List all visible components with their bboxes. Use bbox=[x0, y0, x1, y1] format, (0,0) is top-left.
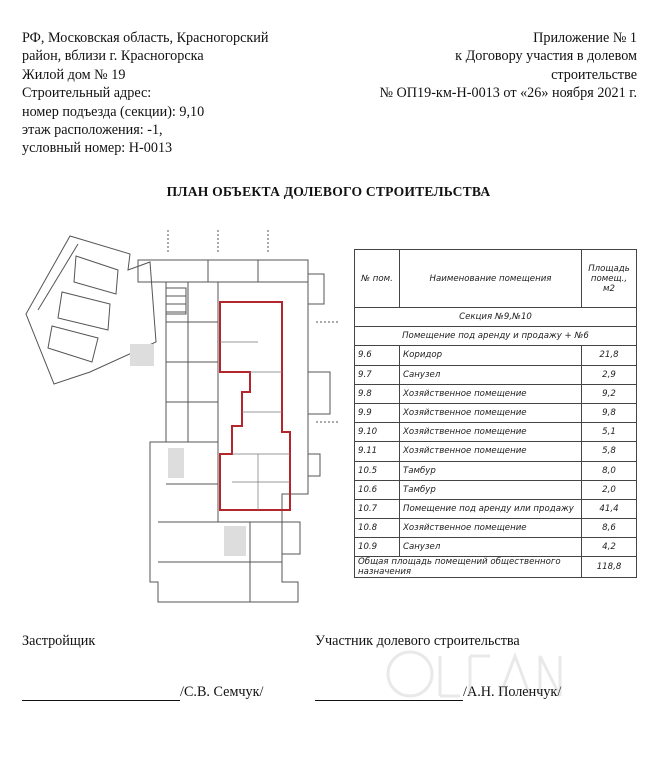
row-name: Помещение под аренду или продажу bbox=[400, 499, 582, 518]
row-area: 4,2 bbox=[582, 538, 637, 557]
row-area: 5,1 bbox=[582, 423, 637, 442]
participant-name: /А.Н. Поленчук/ bbox=[463, 684, 562, 700]
section-row bbox=[355, 308, 637, 327]
address-line-5: номер подъезда (секции): 9,10 bbox=[22, 103, 205, 120]
table-row bbox=[355, 346, 637, 365]
row-num: 10.9 bbox=[355, 538, 400, 557]
total-value: 118,8 bbox=[582, 557, 637, 578]
appendix-block bbox=[379, 29, 637, 103]
developer-signature-line bbox=[22, 684, 263, 701]
developer-label: Застройщик bbox=[22, 633, 96, 649]
row-num: 9.10 bbox=[355, 423, 400, 442]
row-num: 10.5 bbox=[355, 461, 400, 480]
row-area: 2,9 bbox=[582, 365, 637, 384]
address-line-3: Жилой дом № 19 bbox=[22, 66, 126, 83]
signature-underline bbox=[22, 686, 180, 701]
total-row bbox=[355, 557, 637, 578]
row-name: Хозяйственное помещение bbox=[400, 442, 582, 461]
row-name: Хозяйственное помещение bbox=[400, 519, 582, 538]
table-row bbox=[355, 403, 637, 422]
col-header-area: Площадь помещ., м2 bbox=[582, 250, 637, 308]
document-title: ПЛАН ОБЪЕКТА ДОЛЕВОГО СТРОИТЕЛЬСТВА bbox=[166, 184, 491, 199]
table-row bbox=[355, 499, 637, 518]
premises-table bbox=[354, 249, 637, 578]
table-row bbox=[355, 442, 637, 461]
row-name: Тамбур bbox=[400, 480, 582, 499]
row-name: Хозяйственное помещение bbox=[400, 423, 582, 442]
address-block bbox=[22, 29, 268, 158]
total-label: Общая площадь помещений общественного назначения bbox=[355, 557, 582, 578]
row-area: 21,8 bbox=[582, 346, 637, 365]
row-num: 9.9 bbox=[355, 403, 400, 422]
row-name: Санузел bbox=[400, 538, 582, 557]
appendix-line-1: Приложение № 1 bbox=[533, 30, 637, 46]
appendix-line-4: № ОП19-км-Н-0013 от «26» ноября 2021 г. bbox=[379, 85, 637, 102]
premise-row bbox=[355, 327, 637, 346]
floor-plan-drawing bbox=[18, 222, 340, 610]
row-num: 10.6 bbox=[355, 480, 400, 499]
row-name: Хозяйственное помещение bbox=[400, 384, 582, 403]
table-row bbox=[355, 461, 637, 480]
row-area: 8,6 bbox=[582, 519, 637, 538]
table-row bbox=[355, 519, 637, 538]
address-line-7: условный номер: Н-0013 bbox=[22, 140, 173, 157]
row-area: 9,2 bbox=[582, 384, 637, 403]
table-row bbox=[355, 365, 637, 384]
row-area: 41,4 bbox=[582, 499, 637, 518]
row-num: 10.8 bbox=[355, 519, 400, 538]
row-area: 2,0 bbox=[582, 480, 637, 499]
row-name: Тамбур bbox=[400, 461, 582, 480]
row-num: 9.7 bbox=[355, 365, 400, 384]
highlighted-premises-outline bbox=[220, 302, 290, 510]
table-row bbox=[355, 384, 637, 403]
address-line-4: Строительный адрес: bbox=[22, 85, 152, 102]
address-line-2: район, вблизи г. Красногорска bbox=[22, 48, 204, 65]
address-line-1: РФ, Московская область, Красногорский bbox=[22, 30, 269, 46]
participant-label: Участник долевого строительства bbox=[315, 633, 520, 649]
row-name: Санузел bbox=[400, 365, 582, 384]
watermark-logo bbox=[380, 626, 590, 722]
row-area: 5,8 bbox=[582, 442, 637, 461]
table-row bbox=[355, 423, 637, 442]
row-name: Хозяйственное помещение bbox=[400, 403, 582, 422]
row-area: 8,0 bbox=[582, 461, 637, 480]
row-area: 9,8 bbox=[582, 403, 637, 422]
developer-name: /С.В. Семчук/ bbox=[180, 684, 264, 700]
row-num: 10.7 bbox=[355, 499, 400, 518]
section-label: Секция №9,№10 bbox=[355, 308, 637, 327]
table-row bbox=[355, 538, 637, 557]
col-header-num: № пом. bbox=[355, 250, 400, 308]
row-num: 9.8 bbox=[355, 384, 400, 403]
table-header-row bbox=[355, 250, 637, 308]
appendix-line-2: к Договору участия в долевом bbox=[455, 48, 637, 65]
premise-label: Помещение под аренду и продажу + №6 bbox=[355, 327, 637, 346]
row-num: 9.11 bbox=[355, 442, 400, 461]
appendix-line-3: строительстве bbox=[551, 66, 637, 83]
row-name: Коридор bbox=[400, 346, 582, 365]
row-num: 9.6 bbox=[355, 346, 400, 365]
col-header-name: Наименование помещения bbox=[400, 250, 582, 308]
address-line-6: этаж расположения: -1, bbox=[22, 122, 163, 139]
table-row bbox=[355, 480, 637, 499]
